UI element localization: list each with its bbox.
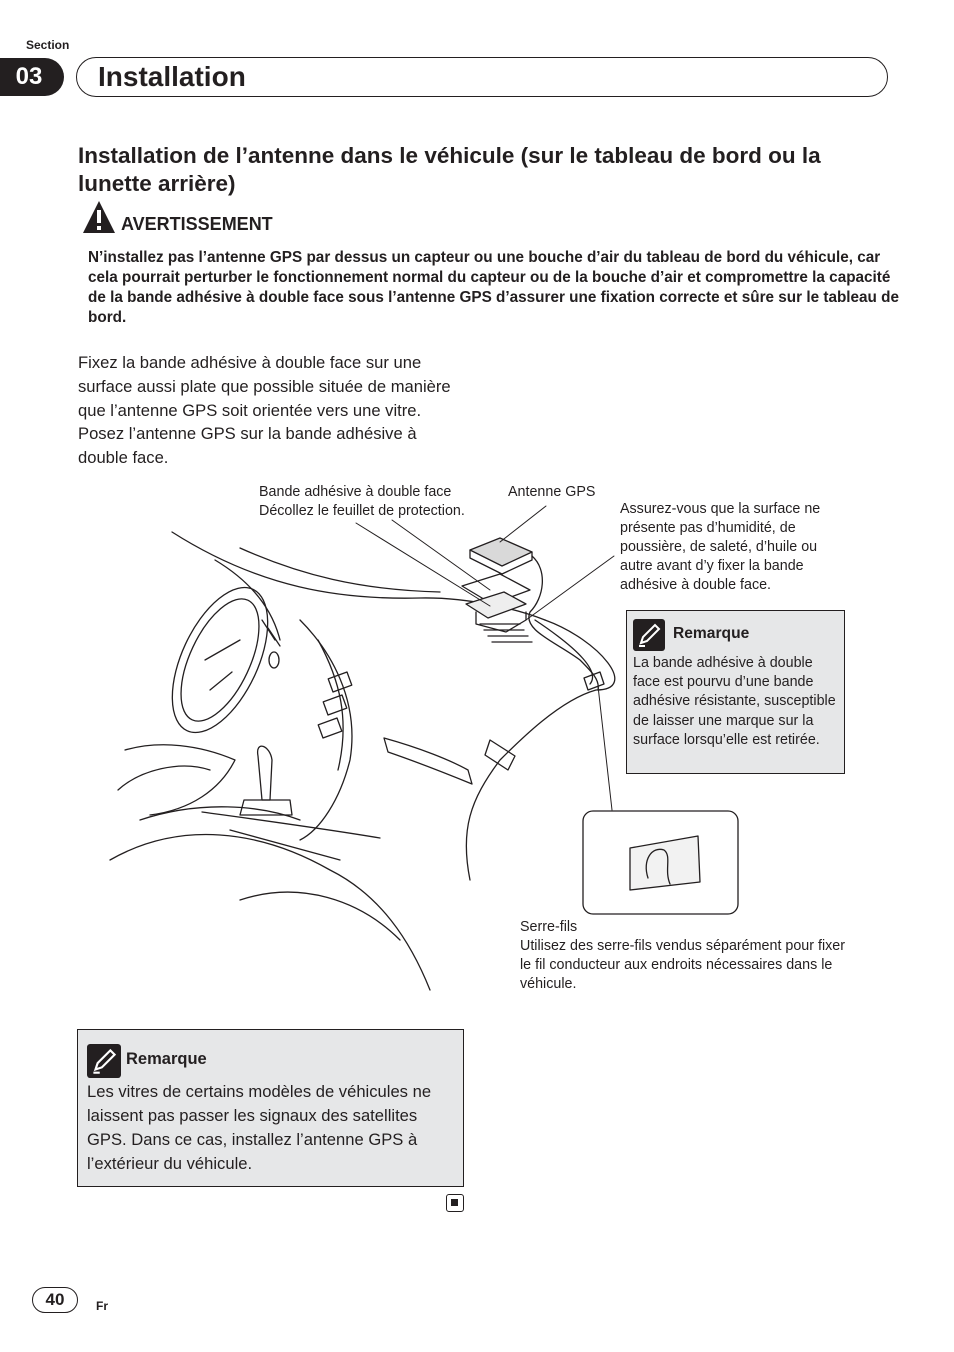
figure-note-box xyxy=(626,610,845,774)
figure-note-text: La bande adhésive à double face est pourvu d’une bande adhésive résistante, susceptible de laisser une marque sur la surface lorsqu’elle est retirée. xyxy=(633,655,836,748)
main-note-box xyxy=(77,1029,464,1187)
caption-antenna: Antenne GPS xyxy=(508,484,596,500)
note-pencil-icon xyxy=(87,1044,121,1078)
warning-text: N’installez pas l’antenne GPS par dessus un capteur ou une bouche d’air du tableau de bord du véhicule, car cela pourrait perturber le fonctionnement normal du capteur ou de la bouche d’air et compromettre la capacité de la bande adhésive à double face sous l’antenne GPS d’assurer une fixation correcte et sûre sur le tableau de bord. xyxy=(88,249,900,326)
caption-clamp-title: Serre-fils xyxy=(520,919,578,935)
caption-tape xyxy=(259,483,499,521)
warning-title: AVERTISSEMENT xyxy=(121,214,273,234)
section-number: 03 xyxy=(0,58,64,96)
figure-note-title: Remarque xyxy=(673,625,750,642)
main-note-text: Les vitres de certains modèles de véhicules ne laissent pas passer les signaux des satellites GPS. Dans ce cas, installez l’antenne GPS à l’extérieur du véhicule. xyxy=(87,1082,432,1173)
instructions-paragraph: Fixez la bande adhésive à double face sur une surface aussi plate que possible située de manière que l’antenne GPS soit orientée vers une vitre. Posez l’antenne GPS sur la bande adhésive à double face. xyxy=(78,353,451,468)
caption-clamp xyxy=(520,918,860,994)
section-label: Section xyxy=(26,38,70,52)
note-pencil-icon xyxy=(633,619,665,651)
page-heading: Installation de l’antenne dans le véhicule (sur le tableau de bord ou la lunette arrière) xyxy=(78,143,821,196)
caption-tape-title: Bande adhésive à double face xyxy=(259,484,452,500)
page-number: 40 xyxy=(32,1287,78,1313)
language-code: Fr xyxy=(96,1299,108,1313)
section-title: Installation xyxy=(98,61,246,92)
caption-surface: Assurez-vous que la surface ne présente pas d’humidité, de poussière, de saleté, d’huile ou autre avant d’y fixer la bande adhésive à double face. xyxy=(620,501,821,593)
caption-clamp-text: Utilisez des serre-fils vendus séparément pour fixer le fil conducteur aux endroits nécessaires dans le véhicule. xyxy=(520,938,845,992)
main-note-title: Remarque xyxy=(126,1050,207,1068)
end-of-section-icon xyxy=(446,1194,464,1212)
caption-tape-instruction: Décollez le feuillet de protection. xyxy=(259,503,465,519)
